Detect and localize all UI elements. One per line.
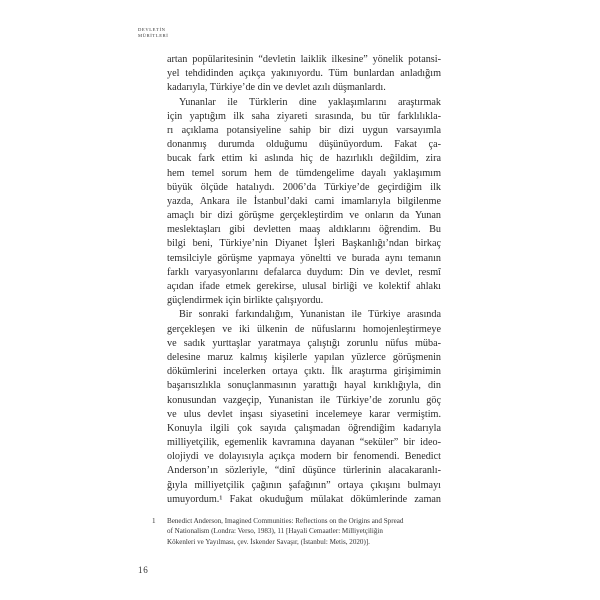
- page-number: 16: [138, 565, 149, 575]
- text-line: bucak fark ettim ki aslında hiç de hazırlıklı değildim, zira: [167, 153, 441, 165]
- text-line: gerçekleşen ve iki ülkenin de nüfuslarını homojenleştirmeye: [167, 323, 441, 335]
- text-line: hem temel sorum hem de tümdengelime dayalı yaklaşımım: [167, 167, 441, 179]
- text-line: Konuyla ilgili çok sayıda çalışmadan öğrendiğim kadarıyla: [167, 422, 441, 434]
- text-line: temsilciyle görüşme yapmaya yöneltti ve burada aynı temanın: [167, 252, 441, 264]
- footnote-line: of Nationalism (Londra: Verso, 1983), 11 [Hayali Cemaatler: Milliyetçiliğin: [167, 527, 383, 536]
- text-line: Yunanlar ile Türklerin dine yaklaşımlarını araştırmak: [179, 96, 441, 108]
- text-line: açıdan ifade etmek gerekirse, ulusal birliği ve kolektif ahlakı: [167, 281, 441, 292]
- running-head-line-1: DEVLETİN: [138, 27, 166, 32]
- text-line: donanmış durumda olduğumu düşünüyordum. Fakat ça-: [167, 139, 441, 151]
- text-line: ğıyla milliyetçilik çağının şafağının” ortaya çıkışını bulmayı: [167, 479, 441, 491]
- text-line: dökümlerini incelerken ortaya çıktı. İlk araştırma girişimimin: [167, 366, 441, 378]
- text-line: rı açıklama potansiyeline sahip bir dizi uygun varsayımla: [167, 124, 441, 136]
- footnote-line: Kökenleri ve Yayılması, çev. İskender Savaşır, (İstanbul: Metis, 2020)].: [167, 537, 370, 546]
- running-head-line-2: MÜRİTLERİ: [138, 33, 169, 38]
- text-line: artan popülaritesinin “devletin laiklik ilkesine” yönelik potansi-: [167, 54, 441, 65]
- text-line: kadarıyla, Türkiye’de din ve devlet azılı düşmanlardı.: [167, 82, 386, 94]
- footnote: [152, 516, 448, 547]
- text-line: milliyetçilik, egemenlik kavramına dayanan “seküler” bir ideo-: [167, 437, 441, 449]
- text-line: ve sadık yurttaşlar yaratmaya çalıştığı zorunlu nüfus müba-: [167, 337, 441, 349]
- text-line: olojiydi ve dolayısıyla açıkça modern bir fenomendi. Benedict: [167, 451, 441, 463]
- body-text: [167, 53, 441, 507]
- text-line: meslektaşları gibi devletten maaş aldıklarını öğrendim. Bu: [167, 224, 441, 236]
- text-line: amaçlı bir dizi görüşme gerçekleştirdim ve onların da Yunan: [167, 210, 441, 222]
- text-line: Anderson’ın sözleriyle, “dinî düşünce türlerinin alacakaranlı-: [167, 465, 441, 477]
- text-line: yazda, Ankara ile İstanbul’daki cami imamlarıyla bilgilenme: [167, 195, 441, 207]
- text-line: güçlendirmek için birlikte çalışıyordu.: [167, 295, 324, 307]
- text-line: konusundan vazgeçip, Yunanistan ile Türkiye’de zorunlu göç: [167, 394, 441, 406]
- text-line: için yaptığım ilk saha ziyareti sırasında, bu tür farklılıkla-: [167, 110, 441, 122]
- text-line: bilgi beni, Türkiye’nin Diyanet İşleri Başkanlığı’ndan birkaç: [167, 238, 441, 250]
- footnote-text-1: Benedict Anderson, Imagined Communities: Reflections on the Origins and Spread: [167, 517, 404, 525]
- text-line: büyük ölçüde hatalıydı. 2006’da Türkiye’de geçirdiğim ilk: [167, 181, 441, 193]
- text-line: yel tehdidinden açıkça yakınıyordu. Tüm bunlardan anladığım: [167, 68, 441, 80]
- running-head: [138, 27, 168, 39]
- text-line: Bir sonraki farkındalığım, Yunanistan ile Türkiye arasında: [179, 309, 441, 321]
- text-line: umuyordum.¹ Fakat okuduğum mülakat dökümlerinde zaman: [167, 493, 441, 505]
- text-line: başarısızlıkla sonuçlanmasının yarattığı hayal kırıklığıyla, din: [167, 380, 441, 392]
- text-line: ve ulus devlet inşası siyasetini incelemeye karar vermiştim.: [167, 408, 441, 420]
- footnote-marker: 1: [152, 517, 156, 525]
- text-line: delesine maruz kalmış kişilerle yapılan yüzlerce görüşmenin: [167, 351, 441, 363]
- footnote-line: [152, 516, 448, 526]
- text-line: farklı varyasyonlarını defalarca duydum: Din ve devlet, resmî: [167, 266, 441, 278]
